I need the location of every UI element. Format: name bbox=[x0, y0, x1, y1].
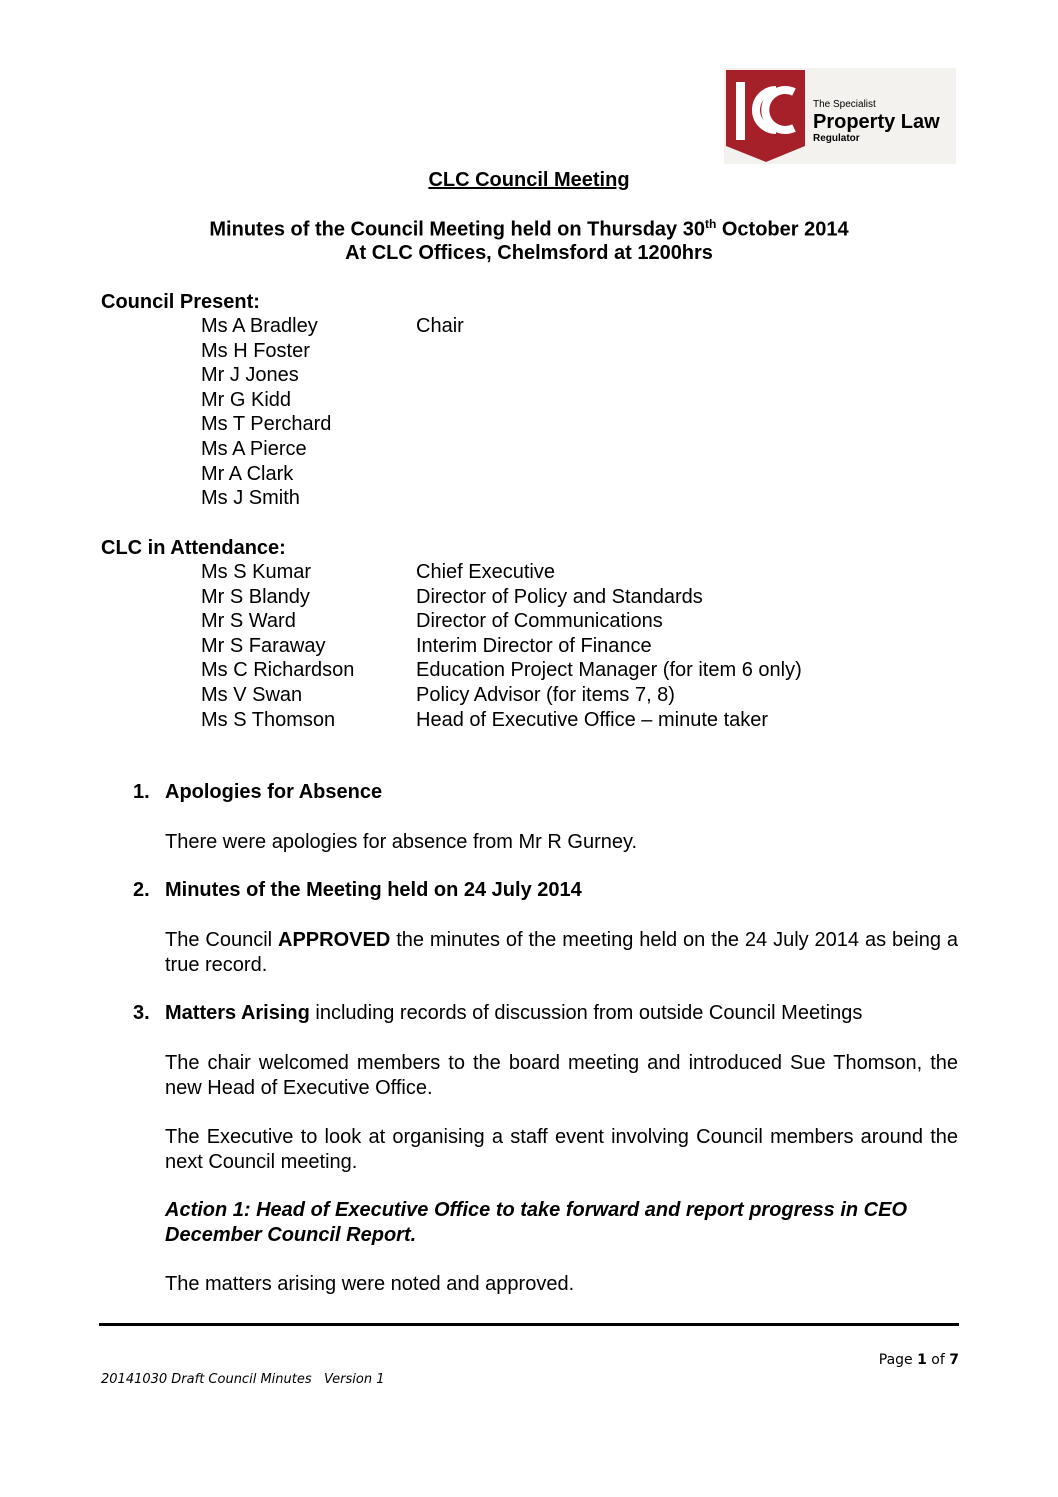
item-number: 2. bbox=[133, 879, 150, 901]
member-name: Ms A Bradley bbox=[201, 315, 318, 337]
council-present-list bbox=[201, 314, 464, 511]
list-item bbox=[201, 634, 802, 659]
subtitle-part-a: Minutes of the Council Meeting held on Thursday 30 bbox=[209, 218, 705, 241]
item-title: Matters Arising bbox=[165, 1002, 310, 1024]
list-item bbox=[201, 609, 802, 634]
member-name: Ms H Foster bbox=[201, 339, 310, 362]
in-attendance-list bbox=[201, 560, 802, 732]
attendee-name: Mr S Blandy bbox=[201, 585, 310, 608]
footer-divider bbox=[99, 1323, 959, 1326]
list-item bbox=[201, 412, 464, 437]
item-3-paragraph-1: The chair welcomed members to the board meeting and introduced Sue Thomson, the new Head of Executive Office. bbox=[165, 1052, 958, 1099]
page-label: Page bbox=[878, 1352, 918, 1368]
attendee-role: Policy Advisor (for items 7, 8) bbox=[416, 683, 675, 706]
list-item bbox=[201, 388, 464, 413]
attendee-name: Ms S Thomson bbox=[201, 708, 336, 731]
attendee-role: Interim Director of Finance bbox=[416, 634, 652, 657]
member-name: Mr J Jones bbox=[201, 364, 299, 387]
text-bold: APPROVED bbox=[278, 929, 391, 951]
attendee-role: Director of Policy and Standards bbox=[416, 585, 703, 608]
document-reference: 20141030 Draft Council Minutes Version 1 bbox=[101, 1372, 385, 1387]
text-part: The Council bbox=[165, 929, 279, 951]
item-2-heading bbox=[133, 879, 582, 902]
attendee-name: Mr S Faraway bbox=[201, 634, 326, 657]
attendee-role: Chief Executive bbox=[416, 561, 555, 583]
list-item bbox=[201, 339, 464, 364]
list-item bbox=[201, 683, 802, 708]
attendee-role: Head of Executive Office – minute taker bbox=[416, 708, 769, 731]
attendee-name: Ms V Swan bbox=[201, 683, 303, 706]
page-of: of bbox=[926, 1352, 950, 1368]
item-2-text bbox=[165, 928, 958, 977]
attendee-name: Ms C Richardson bbox=[201, 659, 355, 682]
council-present-heading: Council Present: bbox=[101, 291, 260, 313]
list-item bbox=[201, 708, 802, 733]
subtitle-sup: th bbox=[704, 217, 717, 231]
text-part: the minutes of the meeting held on the 24 July 2014 as being a true record. bbox=[165, 929, 958, 976]
logo-tagline-2: Property Law bbox=[813, 111, 940, 133]
member-name: Ms T Perchard bbox=[201, 413, 332, 436]
item-3-paragraph-3: The matters arising were noted and approved. bbox=[165, 1273, 575, 1295]
item-3-heading bbox=[133, 1002, 862, 1025]
list-item bbox=[201, 486, 464, 511]
item-number: 3. bbox=[133, 1002, 150, 1024]
list-item bbox=[201, 658, 802, 683]
list-item bbox=[201, 363, 464, 388]
item-number: 1. bbox=[133, 781, 150, 803]
list-item bbox=[201, 437, 464, 462]
item-1-heading bbox=[133, 781, 382, 804]
attendee-name: Mr S Ward bbox=[201, 610, 296, 633]
list-item bbox=[201, 314, 464, 339]
document-title: CLC Council Meeting bbox=[428, 169, 630, 191]
clc-logo bbox=[724, 68, 956, 164]
member-role: Chair bbox=[416, 315, 464, 337]
member-name: Mr G Kidd bbox=[201, 388, 292, 411]
member-name: Mr A Clark bbox=[201, 462, 294, 485]
item-title: Apologies for Absence bbox=[165, 781, 383, 803]
page-total: 7 bbox=[949, 1352, 959, 1368]
member-name: Ms J Smith bbox=[201, 487, 300, 510]
subtitle-part-b: October 2014 bbox=[716, 218, 849, 241]
item-3-paragraph-2: The Executive to look at organising a staff event involving Council members around the next Council meeting. bbox=[165, 1126, 958, 1173]
action-item: Action 1: Head of Executive Office to take forward and report progress in CEO December Council Report. bbox=[165, 1199, 908, 1246]
attendee-role: Education Project Manager (for item 6 only) bbox=[416, 659, 802, 682]
list-item bbox=[201, 585, 802, 610]
document-subtitle-1 bbox=[0, 217, 1058, 242]
attendee-name: Ms S Kumar bbox=[201, 561, 312, 583]
page-number bbox=[879, 1352, 959, 1368]
item-title-rest: including records of discussion from outside Council Meetings bbox=[309, 1002, 863, 1024]
page-current: 1 bbox=[917, 1352, 927, 1368]
member-name: Ms A Pierce bbox=[201, 437, 307, 460]
document-subtitle-2: At CLC Offices, Chelmsford at 1200hrs bbox=[345, 242, 713, 264]
item-title: Minutes of the Meeting held on 24 July 2014 bbox=[165, 879, 582, 901]
item-1-text: There were apologies for absence from Mr R Gurney. bbox=[165, 831, 638, 853]
logo-tagline-3: Regulator bbox=[813, 133, 860, 144]
attendee-role: Director of Communications bbox=[416, 610, 663, 633]
in-attendance-heading: CLC in Attendance: bbox=[101, 537, 286, 559]
list-item bbox=[201, 462, 464, 487]
list-item bbox=[201, 560, 802, 585]
logo-tagline-1: The Specialist bbox=[813, 99, 876, 110]
